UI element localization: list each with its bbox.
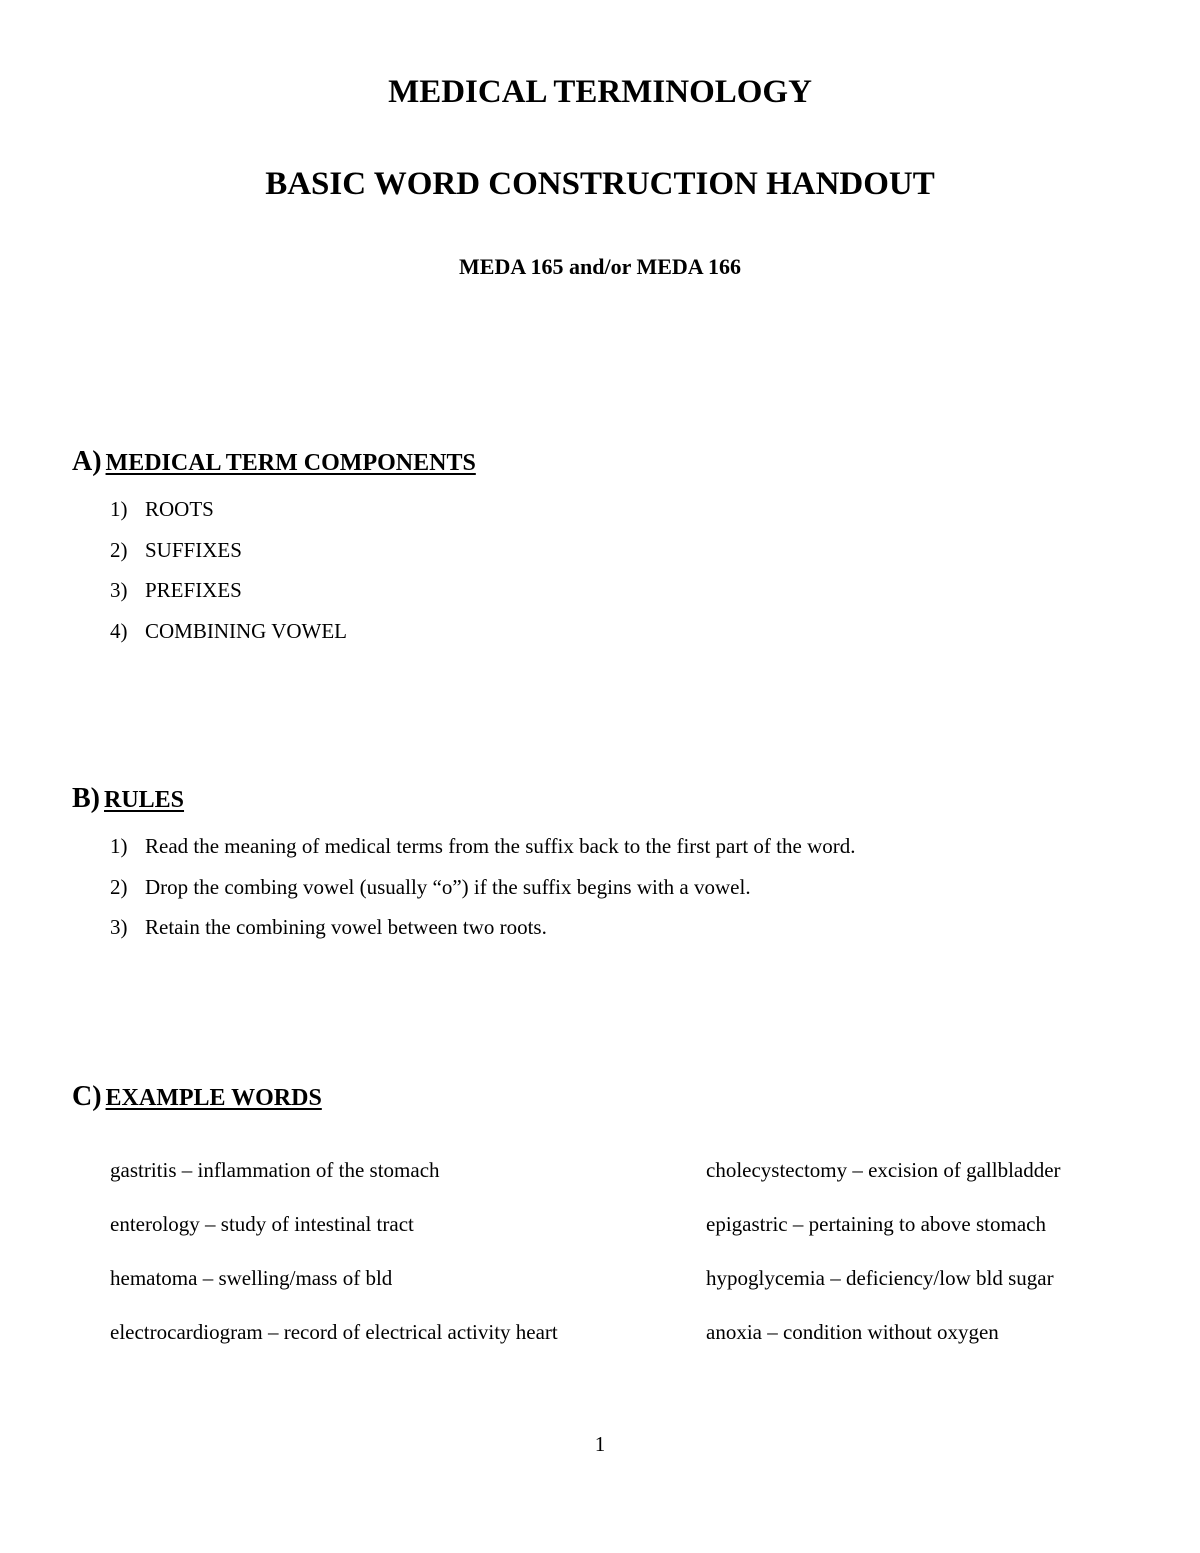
list-item-text: Read the meaning of medical terms from the suffix back to the first part of the word. xyxy=(145,834,856,858)
list-item xyxy=(110,576,347,605)
list-item-text: ROOTS xyxy=(145,497,214,521)
example-column-right xyxy=(706,1155,1061,1371)
list-item xyxy=(110,913,855,942)
section-c-heading xyxy=(72,1080,322,1118)
section-a-letter: A) xyxy=(72,446,102,477)
section-c-letter: C) xyxy=(72,1081,102,1112)
course-codes: MEDA 165 and/or MEDA 166 xyxy=(459,254,741,279)
example-word: gastritis – inflammation of the stomach xyxy=(110,1158,440,1182)
section-a-title: MEDICAL TERM COMPONENTS xyxy=(105,450,476,476)
list-item-text: Drop the combing vowel (usually “o”) if the suffix begins with a vowel. xyxy=(145,874,751,899)
section-b-heading xyxy=(72,782,184,820)
list-item-number: 2) xyxy=(110,537,128,562)
list-item-number: 1) xyxy=(110,497,128,521)
example-word: epigastric – pertaining to above stomach xyxy=(706,1212,1046,1236)
list-item-number: 2) xyxy=(110,874,128,899)
section-a-heading xyxy=(72,445,476,483)
example-word: electrocardiogram – record of electrical activity heart xyxy=(110,1320,558,1344)
list-item-number: 1) xyxy=(110,834,128,858)
example-word: hypoglycemia – deficiency/low bld sugar xyxy=(706,1266,1054,1290)
example-column-left xyxy=(110,1155,558,1371)
section-c-title: EXAMPLE WORDS xyxy=(105,1085,322,1111)
components-list xyxy=(110,495,347,657)
list-item-number: 4) xyxy=(110,618,128,643)
example-word: enterology – study of intestinal tract xyxy=(110,1212,414,1236)
list-item xyxy=(110,832,855,861)
list-item-number: 3) xyxy=(110,578,128,602)
example-word: anoxia – condition without oxygen xyxy=(706,1320,999,1344)
list-item-text: PREFIXES xyxy=(145,578,242,602)
list-item xyxy=(110,495,347,524)
list-item-text: COMBINING VOWEL xyxy=(145,618,348,643)
list-item-number: 3) xyxy=(110,915,128,939)
list-item xyxy=(110,536,347,565)
list-item xyxy=(110,617,347,646)
section-b-title: RULES xyxy=(104,787,185,813)
example-word: hematoma – swelling/mass of bld xyxy=(110,1266,393,1290)
list-item-text: Retain the combining vowel between two roots. xyxy=(145,915,547,939)
section-b-letter: B) xyxy=(72,783,100,814)
page-number: 1 xyxy=(594,1432,606,1456)
example-word: cholecystectomy – excision of gallbladder xyxy=(706,1158,1061,1182)
list-item xyxy=(110,873,855,902)
document-title: MEDICAL TERMINOLOGY xyxy=(388,74,812,110)
document-subtitle: BASIC WORD CONSTRUCTION HANDOUT xyxy=(265,166,935,202)
rules-list xyxy=(110,832,855,954)
list-item-text: SUFFIXES xyxy=(145,537,242,562)
